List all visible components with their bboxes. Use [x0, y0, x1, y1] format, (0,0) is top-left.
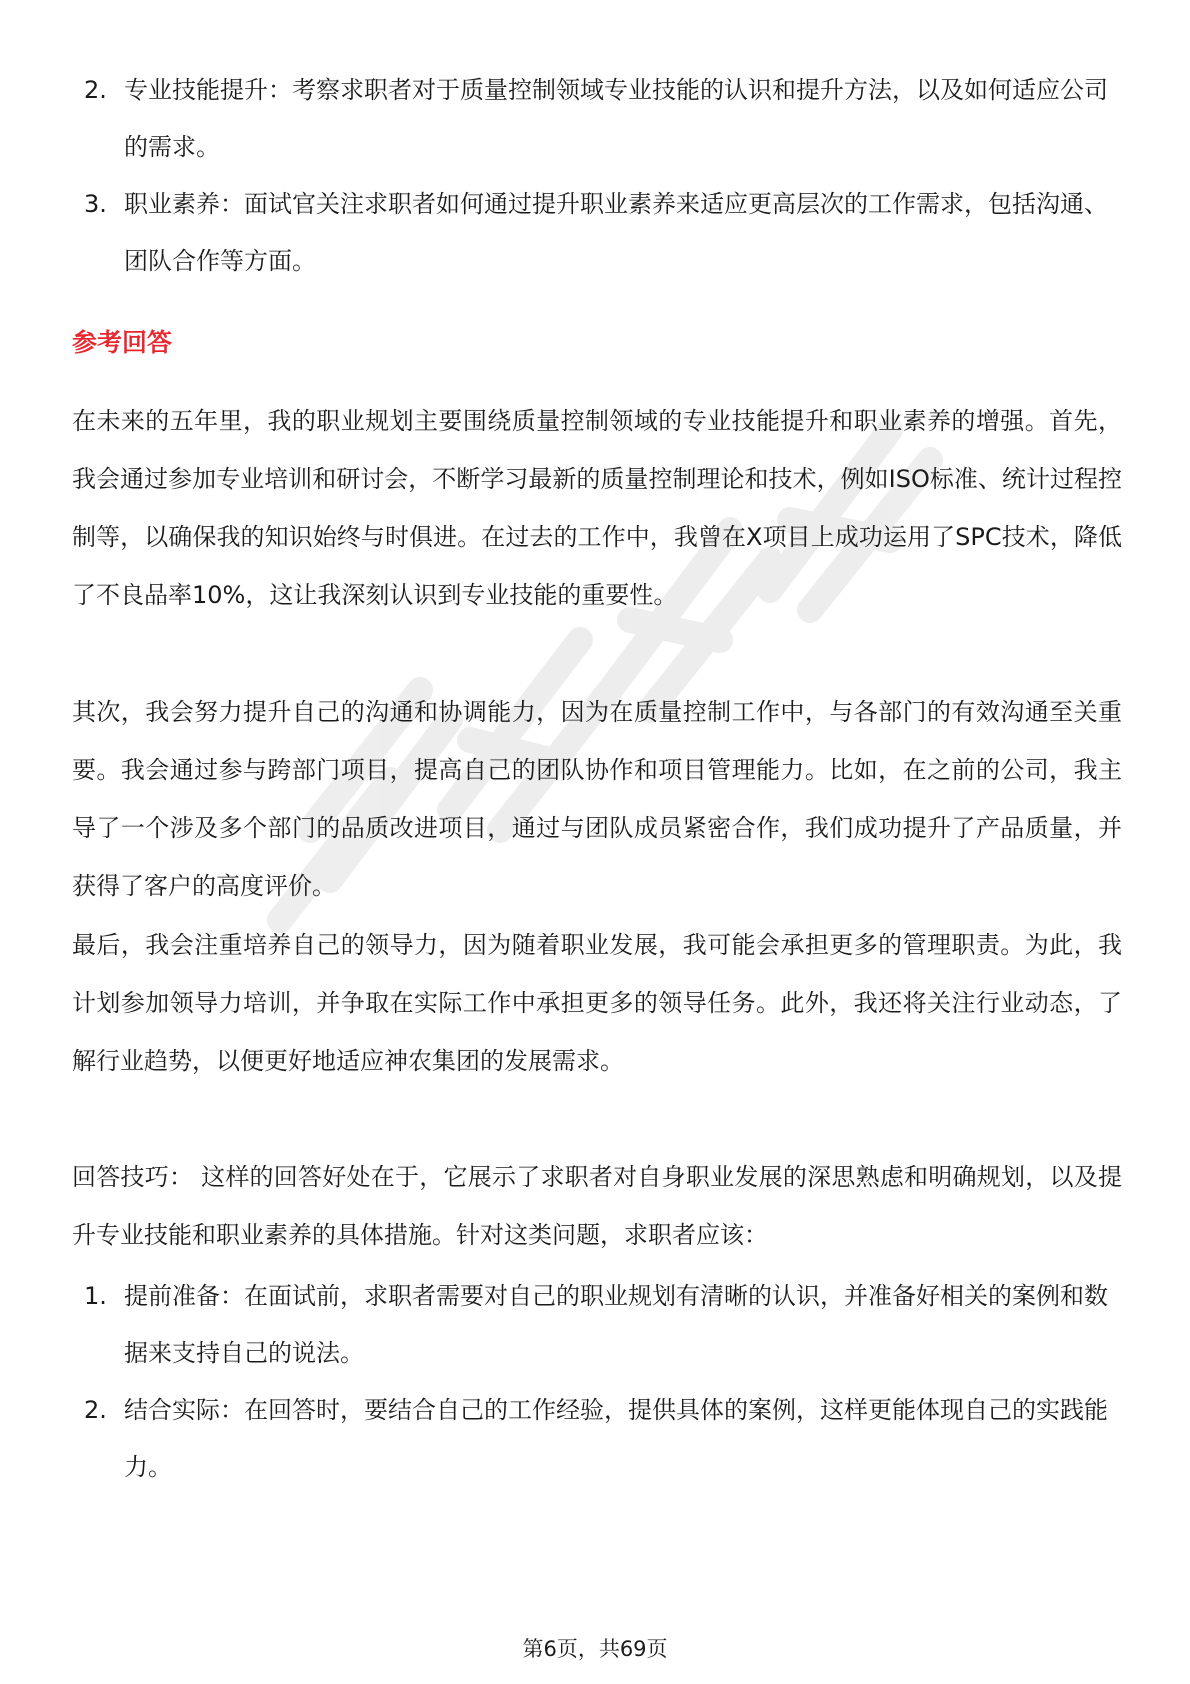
list-item-text: 专业技能提升：考察求职者对于质量控制领域专业技能的认识和提升方法，以及如何适应公司的需求。	[124, 76, 1108, 161]
list-item	[0, 176, 1114, 290]
list-item	[0, 62, 1114, 176]
list-item-number: 2.	[84, 1396, 107, 1424]
page-number-footer: 第6页，共69页	[522, 1637, 668, 1661]
list-item-text: 提前准备：在面试前，求职者需要对自己的职业规划有清晰的认识，并准备好相关的案例和数据来支持自己的说法。	[124, 1282, 1108, 1367]
list-item-number: 1.	[84, 1282, 107, 1310]
list-item-text: 职业素养：面试官关注求职者如何通过提升职业素养来适应更高层次的工作需求，包括沟通、团队合作等方面。	[124, 190, 1108, 275]
list-item-number: 2.	[84, 76, 107, 104]
answer-paragraph-1: 在未来的五年里，我的职业规划主要围绕质量控制领域的专业技能提升和职业素养的增强。首先，我会通过参加专业培训和研讨会，不断学习最新的质量控制理论和技术，例如ISO标准、统计过程控制等，以确保我的知识始终与时俱进。在过去的工作中，我曾在X项目上成功运用了SPC技术，降低了不良品率10%，这让我深刻认识到专业技能的重要性。	[72, 407, 1122, 609]
section-heading: 参考回答	[72, 328, 173, 357]
answer-paragraph-3: 最后，我会注重培养自己的领导力，因为随着职业发展，我可能会承担更多的管理职责。为此，我计划参加领导力培训，并争取在实际工作中承担更多的领导任务。此外，我还将关注行业动态，了解行业趋势，以便更好地适应神农集团的发展需求。	[72, 931, 1122, 1075]
list-item-text: 结合实际：在回答时，要结合自己的工作经验，提供具体的案例，这样更能体现自己的实践能力。	[124, 1396, 1108, 1481]
answer-paragraph-2: 其次，我会努力提升自己的沟通和协调能力，因为在质量控制工作中，与各部门的有效沟通至关重要。我会通过参与跨部门项目，提高自己的团队协作和项目管理能力。比如，在之前的公司，我主导了一个涉及多个部门的品质改进项目，通过与团队成员紧密合作，我们成功提升了产品质量，并获得了客户的高度评价。	[72, 698, 1122, 900]
tips-paragraph: 回答技巧： 这样的回答好处在于，它展示了求职者对自身职业发展的深思熟虑和明确规划，以及提升专业技能和职业素养的具体措施。针对这类问题，求职者应该：	[72, 1163, 1122, 1249]
tips-list	[0, 1268, 1190, 1496]
requirements-list	[0, 62, 1190, 290]
list-item	[0, 1268, 1114, 1382]
list-item	[0, 1382, 1114, 1496]
list-item-number: 3.	[84, 190, 107, 218]
